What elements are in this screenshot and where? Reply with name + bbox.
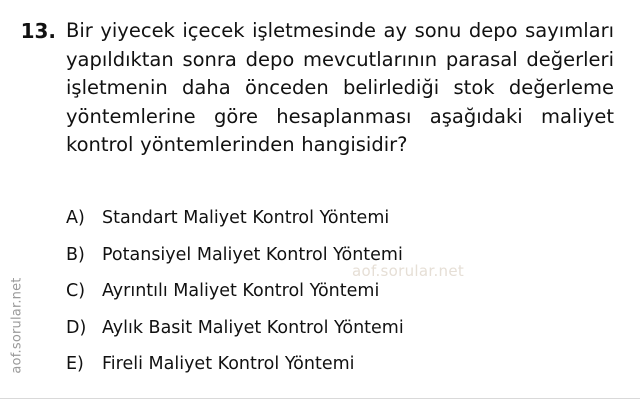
center-watermark: aof.sorular.net (352, 262, 465, 280)
question-block (16, 17, 616, 160)
option-e-letter: E) (66, 354, 84, 374)
side-watermark: aof.sorular.net (9, 277, 25, 374)
option-e-label: Fireli Maliyet Kontrol Yöntemi (102, 354, 355, 374)
option-b-letter: B) (66, 244, 85, 265)
option-c-letter: C) (66, 281, 86, 301)
options-list (66, 208, 626, 391)
option-c[interactable] (66, 281, 626, 318)
question-number: 13. (20, 19, 56, 43)
option-a-letter: A) (66, 208, 85, 228)
option-d-letter: D) (66, 317, 87, 338)
option-a-label: Standart Maliyet Kontrol Yöntemi (102, 208, 390, 228)
option-b-label: Potansiyel Maliyet Kontrol Yöntemi (102, 244, 403, 265)
bottom-divider (0, 398, 640, 399)
option-c-label: Ayrıntılı Maliyet Kontrol Yöntemi (102, 281, 380, 301)
option-d[interactable] (66, 318, 626, 355)
question-text: Bir yiyecek içecek işletmesinde ay sonu depo sayımları yapıldıktan sonra depo mevcutlarının parasal değerleri işletmenin daha önceden belirlediği stok değerleme yöntemlerine göre hesaplanması aşağıdaki maliyet kontrol yöntemlerinden hangisidir? (66, 19, 614, 156)
option-a[interactable] (66, 208, 626, 245)
option-d-label: Aylık Basit Maliyet Kontrol Yöntemi (102, 317, 404, 338)
option-e[interactable] (66, 354, 626, 391)
option-b[interactable] (66, 245, 626, 282)
